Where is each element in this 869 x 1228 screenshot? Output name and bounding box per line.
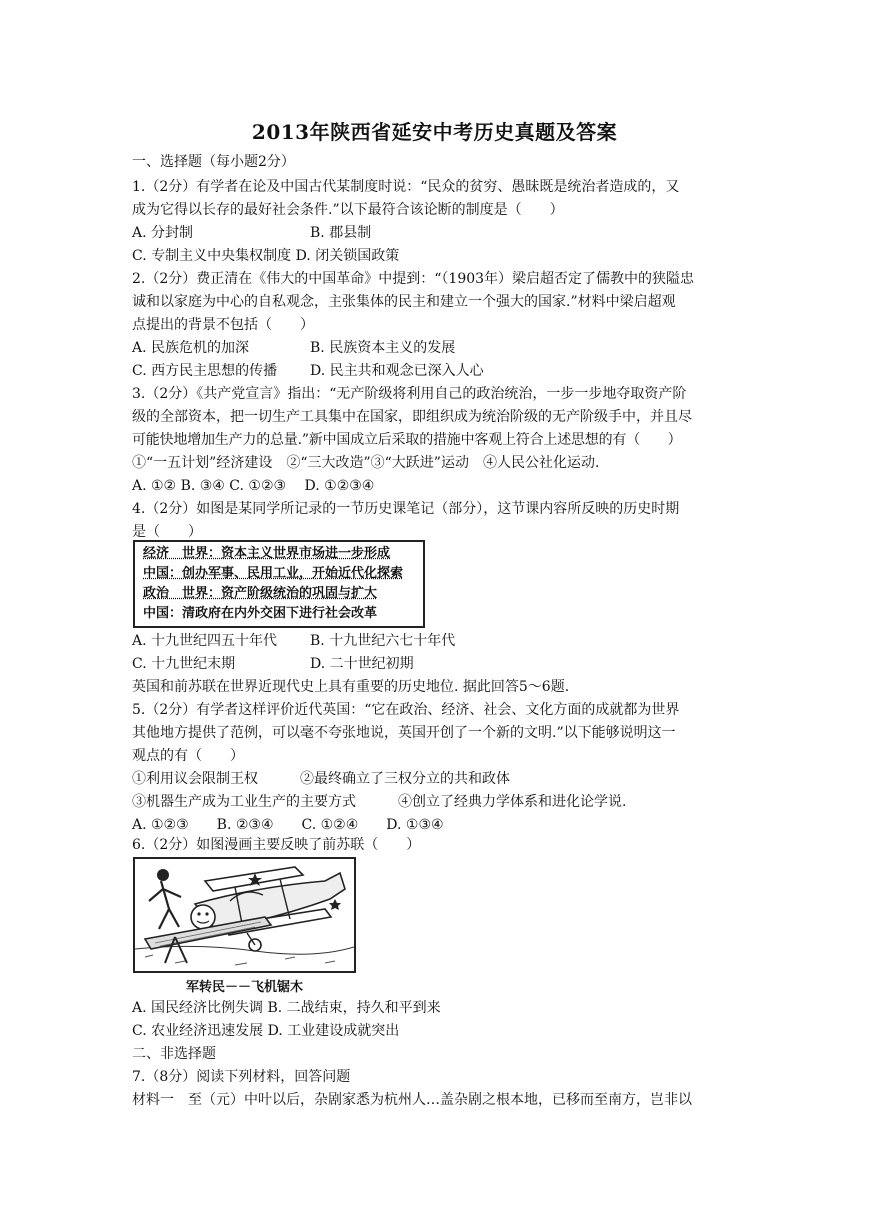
question-5-options: A. ①②③ B. ②③④ C. ①②④ D. ①③④ xyxy=(132,817,444,833)
option-c: C. 专制主义中央集权制度 xyxy=(132,248,292,264)
option-d: D. 二十世纪初期 xyxy=(310,656,414,672)
notes-line: 中国：清政府在内外交困下进行社会改革 xyxy=(143,606,378,621)
intro-text: 英国和前苏联在世界近现代史上具有重要的历史地位. 据此回答5～6题. xyxy=(132,679,570,695)
question-5-statements: ③机器生产成为工业生产的主要方式 ④创立了经典力学体系和进化论学说. xyxy=(132,794,627,810)
question-1-text: 1.（2分）有学者在论及中国古代某制度时说：“民众的贫穷、愚昧既是统治者造成的，又 xyxy=(132,179,680,195)
question-2-text: 点提出的背景不包括（ ） xyxy=(132,317,314,333)
question-1-options xyxy=(132,246,742,266)
option-b: B. 十九世纪六七十年代 xyxy=(310,633,456,649)
question-1-text: 成为它得以长存的最好社会条件.”以下最符合该论断的制度是（ ） xyxy=(132,202,564,218)
cartoon-image xyxy=(133,857,356,973)
page-title: 2013年陕西省延安中考历史真题及答案 xyxy=(251,120,618,144)
question-2-options xyxy=(132,338,742,358)
option-c: C. 十九世纪末期 xyxy=(132,656,236,672)
notes-line: 政治 世界：资产阶级统治的巩固与扩大 xyxy=(143,586,378,601)
question-5-text: 观点的有（ ） xyxy=(132,748,244,764)
option-b: B. 郡县制 xyxy=(310,225,372,241)
question-3-options: A. ①② B. ③④ C. ①②③ D. ①②③④ xyxy=(132,478,375,494)
question-7-text: 7.（8分）阅读下列材料，回答问题 xyxy=(132,1069,351,1085)
question-3-statements: ①“一五计划”经济建设 ②“三大改造”③“大跃进”运动 ④人民公社化运动. xyxy=(132,455,600,471)
question-5-statements: ①利用议会限制王权 ②最终确立了三权分立的共和政体 xyxy=(132,771,510,787)
question-5-text: 5.（2分）有学者这样评价近代英国：“它在政治、经济、社会、文化方面的成就都为世界 xyxy=(132,702,680,718)
question-1-options xyxy=(132,223,742,243)
question-3-text: 可能快地增加生产力的总量.”新中国成立后采取的措施中客观上符合上述思想的有（ ） xyxy=(132,432,682,448)
question-4-options xyxy=(132,631,742,651)
question-4-text: 是（ ） xyxy=(132,524,202,540)
notes-line: 经济 世界：资本主义世界市场进一步形成 xyxy=(143,546,391,561)
question-6-options: C. 农业经济迅速发展 D. 工业建设成就突出 xyxy=(132,1023,400,1039)
airplane-saw-drawing xyxy=(135,859,354,971)
question-2-text: 2.（2分）费正清在《伟大的中国革命》中提到：“（1903年）梁启超否定了儒教中的狭隘忠 xyxy=(132,271,695,287)
question-3-text: 3.（2分）《共产党宣言》指出：“无产阶级将利用自己的政治统治，一步一步地夺取资产阶 xyxy=(132,386,687,402)
option-c: C. 西方民主思想的传播 xyxy=(132,363,278,379)
question-2-text: 诚和以家庭为中心的自私观念，主张集体的民主和建立一个强大的国家.”材料中梁启超观 xyxy=(132,294,676,310)
option-d: D. 闭关锁国政策 xyxy=(295,248,400,264)
question-7-text: 材料一 至（元）中叶以后，杂剧家悉为杭州人…盖杂剧之根本地，已移而至南方，岂非以 xyxy=(132,1092,692,1108)
question-4-text: 4.（2分）如图是某同学所记录的一节历史课笔记（部分），这节课内容所反映的历史时期 xyxy=(132,501,680,517)
section-heading: 一、选择题（每小题2分） xyxy=(132,154,295,170)
option-d: D. 民主共和观念已深入人心 xyxy=(310,363,484,379)
question-4-options xyxy=(132,654,742,674)
option-b: B. 民族资本主义的发展 xyxy=(310,340,456,356)
question-5-text: 其他地方提供了范例，可以毫不夸张地说，英国开创了一个新的文明.”以下能够说明这一 xyxy=(132,725,676,741)
question-6-text: 6.（2分）如图漫画主要反映了前苏联（ ） xyxy=(132,837,421,853)
option-a: A. 民族危机的加深 xyxy=(132,340,250,356)
class-notes-box xyxy=(133,540,425,628)
question-6-options: A. 国民经济比例失调 B. 二战结束，持久和平到来 xyxy=(132,1000,441,1016)
notes-line: 中国：创办军事、民用工业，开始近代化探索 xyxy=(143,566,404,581)
option-a: A. 分封制 xyxy=(132,225,194,241)
option-a: A. 十九世纪四五十年代 xyxy=(132,633,278,649)
cartoon-caption: 军转民－－飞机锯木 xyxy=(185,980,303,995)
section-heading: 二、非选择题 xyxy=(132,1046,216,1062)
question-2-options xyxy=(132,361,742,381)
question-3-text: 级的全部资本，把一切生产工具集中在国家，即组织成为统治阶级的无产阶级手中，并且尽 xyxy=(132,409,692,425)
